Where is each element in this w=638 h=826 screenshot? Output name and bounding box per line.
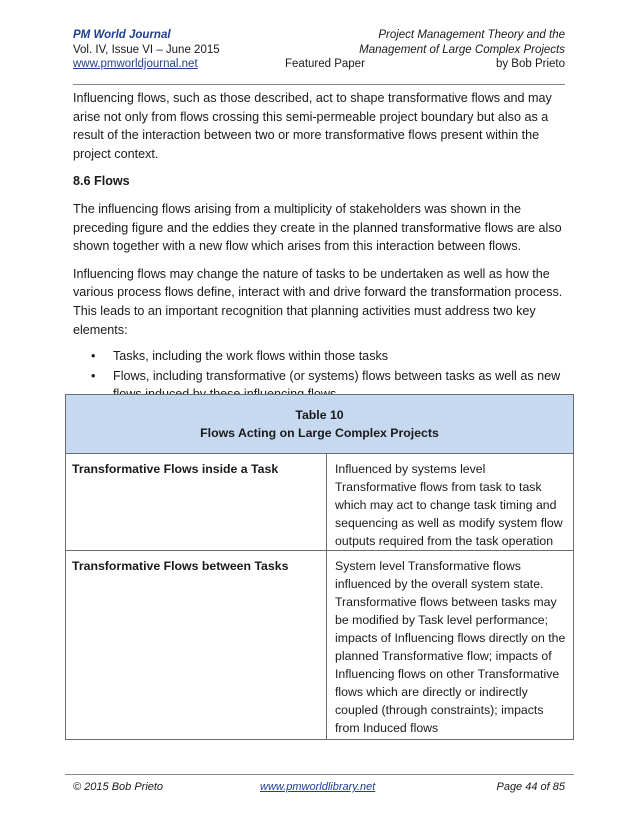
page-number: Page 44 of 85 xyxy=(496,781,565,793)
table-number: Table 10 xyxy=(295,408,344,422)
page-body xyxy=(73,89,565,404)
table-row-description: Influenced by systems level Transformative flows from task to task which may act to change task timing and sequencing as well as modify system flow outputs required from the task operation xyxy=(327,454,574,551)
flows-table xyxy=(65,394,574,740)
journal-name: PM World Journal xyxy=(73,29,171,41)
table-title: Flows Acting on Large Complex Projects xyxy=(200,426,439,440)
table-row-label: Transformative Flows between Tasks xyxy=(66,551,327,740)
paragraph-influencing-flows: Influencing flows, such as those described, act to shape transformative flows and may arise not only from flows crossing this semi-permeable project boundary but also as a result of the interaction between two or more transformative flows present within the project context. xyxy=(73,91,552,161)
section-label: Featured Paper xyxy=(285,58,365,70)
table-row xyxy=(66,551,574,740)
issue-info: Vol. IV, Issue VI – June 2015 xyxy=(73,43,220,56)
bullet-icon: • xyxy=(91,349,96,364)
author-byline: by Bob Prieto xyxy=(495,58,565,70)
library-website-link[interactable]: www.pmworldlibrary.net xyxy=(260,781,376,793)
paragraph-planning-elements: Influencing flows may change the nature of tasks to be undertaken as well as how the various process flows define, interact with and drive forward the transformation process. This leads to an important recognition that planning activities must address two key elements: xyxy=(73,266,563,337)
header-divider xyxy=(73,84,565,85)
paragraph-stakeholder-flows: The influencing flows arising from a multiplicity of stakeholders was shown in the preceding figure and the eddies they create in the planned transformative flows are also shown together with a new flow which arises from this interaction between flows. xyxy=(73,201,562,254)
footer-divider xyxy=(65,774,574,775)
table-caption-row xyxy=(66,395,574,454)
bullet-icon: • xyxy=(91,368,96,383)
paper-title-line-1: Project Management Theory and the xyxy=(378,29,565,41)
bullet-text: Flows, including transformative (or systems) flows between tasks as well as new xyxy=(113,368,561,383)
journal-website-link[interactable]: www.pmworldjournal.net xyxy=(73,58,198,70)
footer-copyright: © 2015 Bob Prieto xyxy=(73,781,164,793)
table-caption xyxy=(66,395,574,454)
page-header xyxy=(73,28,565,72)
paper-title-line-2: Management of Large Complex Projects xyxy=(359,43,565,56)
page-footer xyxy=(73,781,565,795)
table-row xyxy=(66,454,574,551)
bullet-text: Tasks, including the work flows within those tasks xyxy=(113,349,389,364)
bullet-item xyxy=(73,347,565,366)
table-row-description: System level Transformative flows influenced by the overall system state. Transformative flows between tasks may be modified by Task level performance; impacts of Influencing flows directly on the planned Transformative flow; impacts of Influencing flows on other Transformative flows which are directly or indirectly coupled (through constraints); impacts from Induced flows xyxy=(327,551,574,740)
section-heading: 8.6 Flows xyxy=(73,174,130,189)
table-row-label: Transformative Flows inside a Task xyxy=(66,454,327,551)
